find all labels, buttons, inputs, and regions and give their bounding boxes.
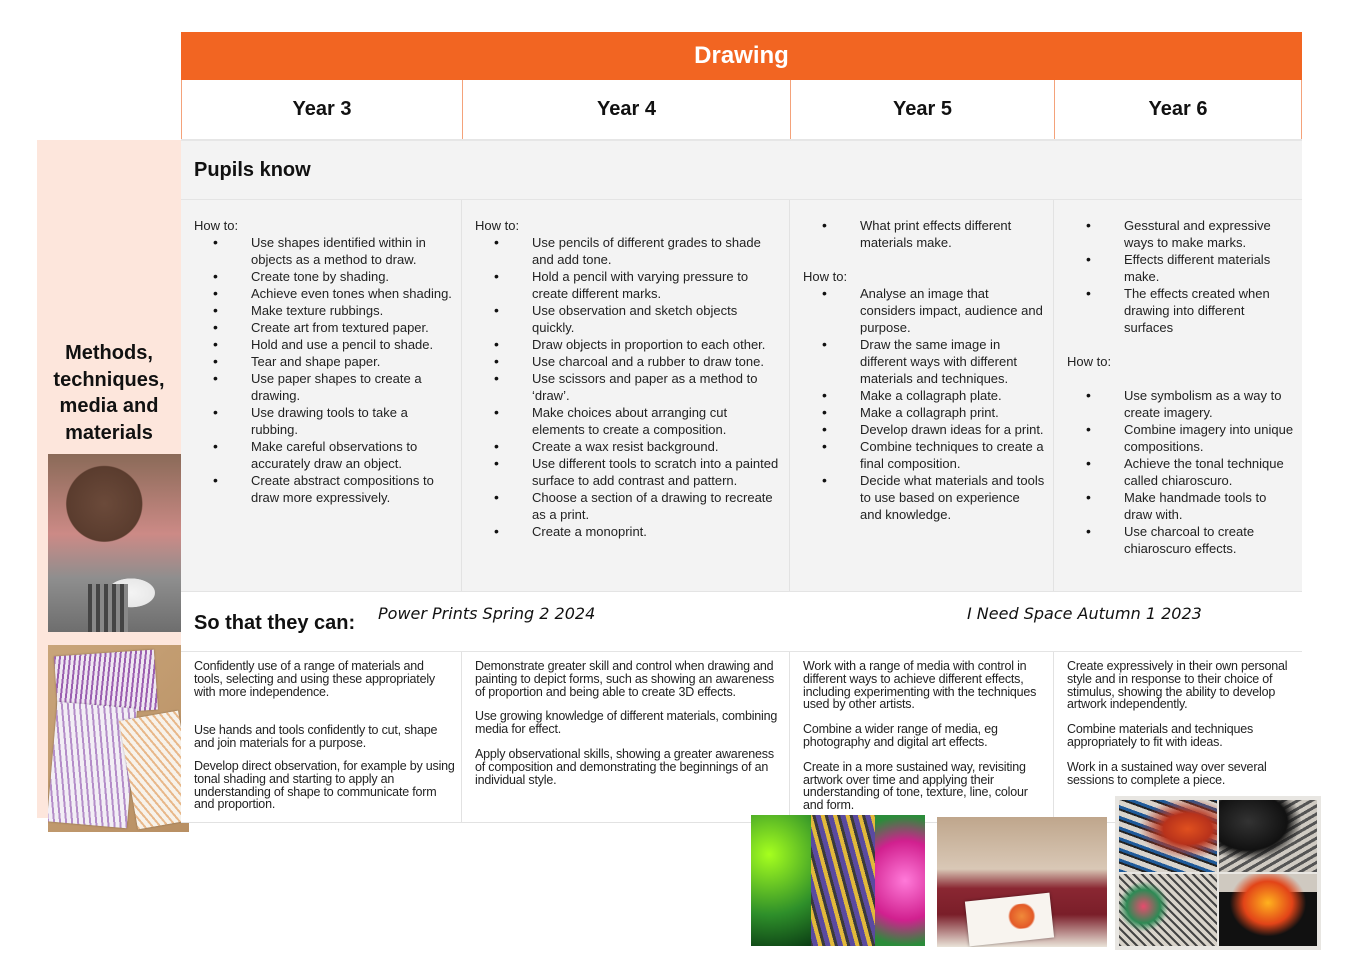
photo-space-print — [1115, 796, 1321, 950]
list-item: • Create a monoprint. — [475, 523, 781, 540]
know-points-list — [194, 234, 453, 506]
year-header-row — [181, 80, 1302, 141]
know-points-list — [803, 285, 1045, 523]
pupils-know-row — [181, 200, 1302, 592]
list-item: • Create art from textured paper. — [194, 319, 453, 336]
so-that-heading: So that they can: — [194, 611, 356, 634]
outcome-text: Create expressively in their own personal style and in response to their choice of stimulus, showing the ability to develop artwork independently. — [1067, 659, 1288, 712]
know-cell-year-4 — [462, 200, 790, 591]
list-item: • Use shapes identified within in objects as a method to draw. — [194, 234, 453, 268]
year-5-header: Year 5 — [790, 80, 1054, 139]
list-item: • Hold and use a pencil to shade. — [194, 336, 453, 353]
list-item: • Use paper shapes to create a drawing. — [194, 370, 453, 404]
list-item: • Use observation and sketch objects quickly. — [475, 302, 781, 336]
list-item: • What print effects different materials make. — [803, 217, 1045, 251]
outcome-text: Work in a sustained way over several sessions to complete a piece. — [1067, 759, 1267, 787]
outcome-text: Use hands and tools confidently to cut, shape and join materials for a purpose. — [194, 723, 438, 751]
can-cell-year-4 — [462, 652, 790, 822]
how-to-label: How to: — [475, 218, 520, 233]
list-item: • Make a collagraph plate. — [803, 387, 1045, 404]
list-item: • Make a collagraph print. — [803, 404, 1045, 421]
year-4-header: Year 4 — [462, 80, 790, 139]
list-item: • Use drawing tools to take a rubbing. — [194, 404, 453, 438]
side-title: Methods, techniques, media and materials — [53, 342, 165, 444]
know-cell-year-3 — [181, 200, 462, 591]
list-item: • Hold a pencil with varying pressure to create different marks. — [475, 268, 781, 302]
how-to-label: How to: — [1067, 354, 1112, 369]
how-to-label: How to: — [194, 218, 239, 233]
can-cell-year-5 — [790, 652, 1054, 822]
pupils-know-heading: Pupils know — [181, 141, 1302, 200]
list-item: • Achieve even tones when shading. — [194, 285, 453, 302]
photo-texture-rubbings — [48, 645, 189, 832]
list-item: • Create tone by shading. — [194, 268, 453, 285]
list-item: • Create abstract compositions to draw more expressively. — [194, 472, 453, 506]
list-item: • Combine techniques to create a final composition. — [803, 438, 1045, 472]
list-item: • Create a wax resist background. — [475, 438, 781, 455]
drawing-banner: Drawing — [181, 32, 1302, 80]
outcome-text: Confidently use of a range of materials and tools, selecting and using these appropriately with more independence. — [194, 659, 435, 699]
list-item: • Make choices about arranging cut elements to create a composition. — [475, 404, 781, 438]
outcome-text: Create in a more sustained way, revisiting artwork over time and applying their understanding of tone, texture, line, colour and form. — [803, 759, 1028, 813]
list-item: • Choose a section of a drawing to recreate as a print. — [475, 489, 781, 523]
year-6-header: Year 6 — [1054, 80, 1302, 139]
know-points-list — [475, 234, 781, 540]
list-item: • Draw the same image in different ways with different materials and techniques. — [803, 336, 1045, 387]
list-item: • Make texture rubbings. — [194, 302, 453, 319]
photo-paper-coils — [751, 815, 925, 946]
list-item: • Use pencils of different grades to shade and add tone. — [475, 234, 781, 268]
list-item: • Use scissors and paper as a method to ‘draw’. — [475, 370, 781, 404]
list-item: • Use charcoal and a rubber to draw tone. — [475, 353, 781, 370]
know-intro-list — [803, 217, 1045, 251]
can-cell-year-3 — [181, 652, 462, 822]
list-item: • The effects created when drawing into different surfaces — [1067, 285, 1294, 336]
list-item: • Gesstural and expressive ways to make marks. — [1067, 217, 1294, 251]
list-item: • Tear and shape paper. — [194, 353, 453, 370]
photo-pupil-with-book — [937, 817, 1107, 947]
how-to-label: How to: — [803, 269, 848, 284]
outcome-text: Combine a wider range of media, eg photography and digital art effects. — [803, 722, 998, 749]
caption-i-need-space: I Need Space Autumn 1 2023 — [967, 604, 1202, 623]
curriculum-grid — [181, 32, 1302, 823]
outcome-text: Use growing knowledge of different materials, combining media for effect. — [475, 709, 778, 737]
outcome-text: Develop direct observation, for example by using tonal shading and starting to apply an understanding of shape to communicate form and proportion. — [194, 758, 455, 812]
list-item: • Achieve the tonal technique called chiaroscuro. — [1067, 455, 1294, 489]
list-item: • Combine imagery into unique compositions. — [1067, 421, 1294, 455]
year-3-header: Year 3 — [181, 80, 462, 139]
list-item: • Decide what materials and tools to use based on experience and knowledge. — [803, 472, 1045, 523]
caption-power-prints: Power Prints Spring 2 2024 — [378, 604, 596, 623]
list-item: • Develop drawn ideas for a print. — [803, 421, 1045, 438]
list-item: • Use symbolism as a way to create imagery. — [1067, 387, 1294, 421]
list-item: • Make careful observations to accurately draw an object. — [194, 438, 453, 472]
list-item: • Make handmade tools to draw with. — [1067, 489, 1294, 523]
list-item: • Effects different materials make. — [1067, 251, 1294, 285]
know-cell-year-5 — [790, 200, 1054, 591]
photo-child-drawing — [48, 454, 182, 632]
outcome-text: Apply observational skills, showing a greater awareness of composition and demonstrating the beginnings of an individual style. — [475, 746, 774, 787]
know-cell-year-6 — [1054, 200, 1302, 591]
list-item: • Use charcoal to create chiaroscuro effects. — [1067, 523, 1294, 557]
list-item: • Use different tools to scratch into a painted surface to add contrast and pattern. — [475, 455, 781, 489]
list-item: • Draw objects in proportion to each other. — [475, 336, 781, 353]
outcome-text: Demonstrate greater skill and control when drawing and painting to depict forms, such as showing an awareness of proportion and being able to create 3D effects. — [475, 659, 775, 699]
list-item: • Analyse an image that considers impact, audience and purpose. — [803, 285, 1045, 336]
know-intro-list — [1067, 217, 1294, 336]
so-that-heading-row — [181, 592, 1302, 652]
outcome-text: Combine materials and techniques appropriately to fit with ideas. — [1067, 722, 1254, 749]
outcome-text: Work with a range of media with control in different ways to achieve different effects, including experimenting with the techniques used by other artists. — [803, 659, 1037, 712]
know-points-list — [1067, 387, 1294, 557]
